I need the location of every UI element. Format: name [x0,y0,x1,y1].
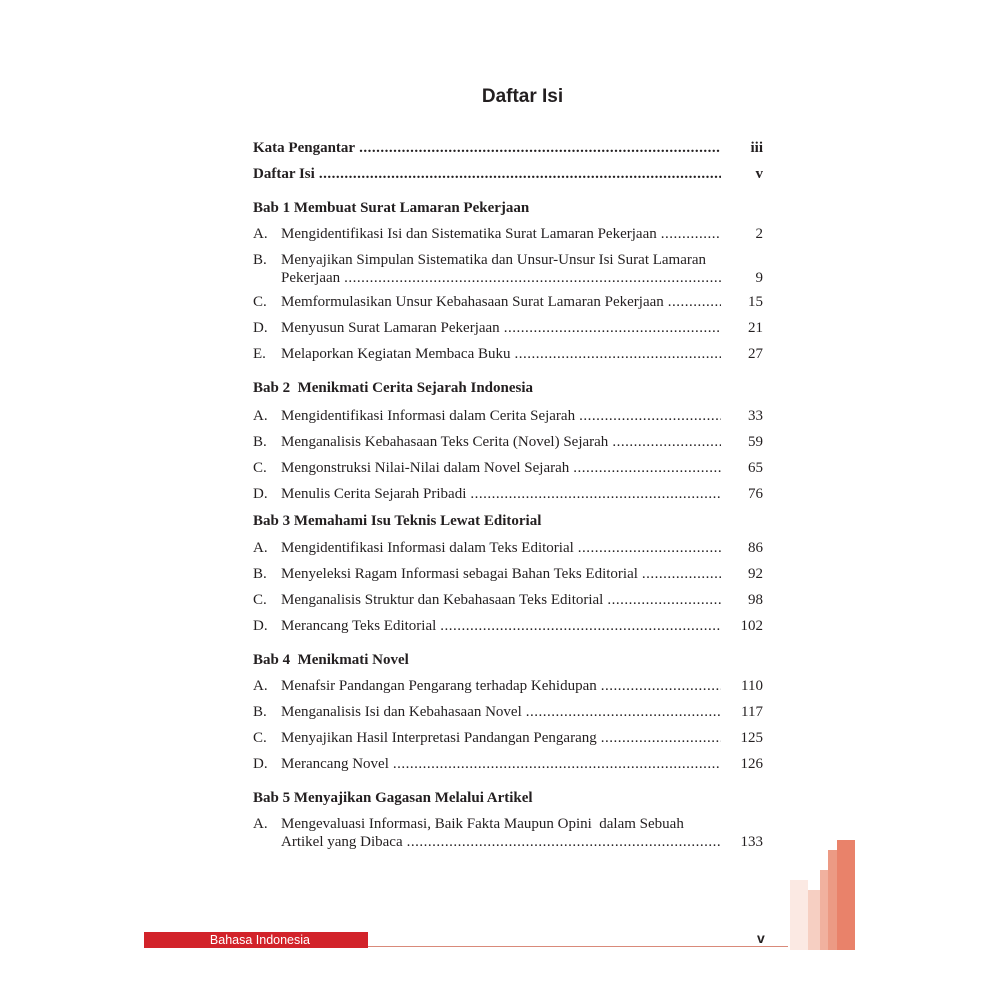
chapter-heading[interactable]: Bab 3 Memahami Isu Teknis Lewat Editorial [253,513,542,529]
dot-leader [579,407,721,425]
dot-leader [470,485,721,503]
entry-letter: B. [253,704,267,720]
entry-letter: C. [253,460,267,476]
entry-page: 92 [748,566,763,582]
toc-entry[interactable] [253,591,763,611]
entry-letter: D. [253,618,268,634]
decorative-bar [790,880,808,950]
toc-entry[interactable] [253,729,763,749]
entry-title-continued: Artikel yang Dibaca [281,834,403,850]
entry-letter: D. [253,756,268,772]
entry-letter: A. [253,540,268,556]
footer-page-number: v [757,930,765,946]
dot-leader [573,459,721,477]
entry-title: Daftar Isi [253,166,315,182]
toc-entry[interactable] [253,539,763,559]
entry-letter: D. [253,486,268,502]
entry-page: 133 [740,834,763,850]
entry-title: Menyusun Surat Lamaran Pekerjaan [281,320,500,336]
decorative-bar [808,890,820,950]
toc-entry[interactable] [253,755,763,775]
entry-letter: A. [253,816,268,832]
chapter-heading[interactable]: Bab 2 Menikmati Cerita Sejarah Indonesia [253,380,534,396]
dot-leader [393,755,721,773]
dot-leader [607,591,721,609]
entry-page: 15 [748,294,763,310]
entry-title: Menganalisis Struktur dan Kebahasaan Teks Editorial [281,592,604,608]
dot-leader [578,539,721,557]
entry-title: Menganalisis Isi dan Kebahasaan Novel [281,704,522,720]
entry-letter: C. [253,294,267,310]
entry-letter: E. [253,346,266,362]
toc-entry[interactable] [253,703,763,723]
dot-leader [344,269,721,287]
entry-title: Menganalisis Kebahasaan Teks Cerita (Novel) Sejarah [281,434,609,450]
entry-page: 65 [748,460,763,476]
entry-leader [253,139,729,157]
entry-title: Kata Pengantar [253,140,356,156]
entry-page: 110 [741,678,763,694]
entry-page: 125 [740,730,763,746]
entry-title: Mengidentifikasi Informasi dalam Cerita Sejarah [281,408,576,424]
chapter-heading[interactable]: Bab 5 Menyajikan Gagasan Melalui Artikel [253,790,533,806]
entry-page: 33 [748,408,763,424]
dot-leader [515,345,721,363]
entry-title: Mengevaluasi Informasi, Baik Fakta Maupun Opini dalam Sebuah [281,816,684,832]
entry-title: Melaporkan Kegiatan Membaca Buku [281,346,511,362]
toc-entry[interactable] [253,485,763,505]
page-title: Daftar Isi [481,86,564,107]
dot-leader [661,225,721,243]
toc-entry[interactable] [253,565,763,585]
entry-leader [281,485,729,503]
entry-leader [281,539,729,557]
entry-leader [281,433,729,451]
dot-leader [504,319,721,337]
dot-leader [440,617,721,635]
entry-leader [253,165,729,183]
entry-leader [281,729,729,747]
entry-page: 86 [748,540,763,556]
entry-page: 117 [741,704,763,720]
toc-entry[interactable] [253,815,763,855]
chapter-heading[interactable]: Bab 1 Membuat Surat Lamaran Pekerjaan [253,200,530,216]
entry-page: 21 [748,320,763,336]
dot-leader [601,677,721,695]
entry-title: Merancang Novel [281,756,389,772]
decorative-bar [828,850,837,950]
entry-leader [281,345,729,363]
entry-letter: C. [253,730,267,746]
toc-entry[interactable] [253,165,763,185]
toc-entry[interactable] [253,407,763,427]
entry-letter: A. [253,226,268,242]
toc-entry[interactable] [253,319,763,339]
dot-leader [601,729,721,747]
entry-page: 2 [755,226,763,242]
entry-leader [281,617,729,635]
footer-divider [368,946,788,947]
entry-title: Menafsir Pandangan Pengarang terhadap Kehidupan [281,678,597,694]
toc-entry[interactable] [253,459,763,479]
dot-leader [668,293,721,311]
entry-letter: B. [253,434,267,450]
entry-letter: A. [253,408,268,424]
entry-title: Mengonstruksi Nilai-Nilai dalam Novel Sejarah [281,460,570,476]
entry-title: Merancang Teks Editorial [281,618,437,634]
footer-book-title: Bahasa Indonesia [209,933,310,947]
toc-entry[interactable] [253,677,763,697]
entry-leader [281,755,729,773]
entry-leader [281,565,729,583]
entry-page: 59 [748,434,763,450]
toc-entry[interactable] [253,433,763,453]
entry-title: Menyajikan Simpulan Sistematika dan Unsur-Unsur Isi Surat Lamaran [281,252,707,268]
toc-entry[interactable] [253,225,763,245]
toc-entry[interactable] [253,251,763,291]
dot-leader [319,165,721,183]
entry-title-continued: Pekerjaan [281,270,341,286]
entry-leader [281,407,729,425]
entry-leader [281,677,729,695]
footer-book-label [144,932,368,948]
toc-entry[interactable] [253,345,763,365]
entry-leader [281,225,729,243]
entry-page: 27 [748,346,763,362]
dot-leader [642,565,721,583]
entry-page: v [755,166,763,182]
entry-letter: B. [253,566,267,582]
chapter-heading[interactable]: Bab 4 Menikmati Novel [253,652,409,668]
decorative-bar [820,870,828,950]
entry-title: Mengidentifikasi Isi dan Sistematika Surat Lamaran Pekerjaan [281,226,657,242]
entry-leader [281,269,763,287]
entry-page: 98 [748,592,763,608]
decorative-bar [837,840,855,950]
entry-letter: D. [253,320,268,336]
dot-leader [612,433,721,451]
entry-page: 102 [740,618,763,634]
entry-leader [281,459,729,477]
entry-page: 76 [748,486,763,502]
dot-leader [359,139,721,157]
toc-entry[interactable] [253,293,763,313]
entry-page: iii [750,140,763,156]
entry-leader [281,293,729,311]
entry-leader [281,591,729,609]
entry-page: 126 [740,756,763,772]
toc-entry[interactable] [253,617,763,637]
entry-title: Menyeleksi Ragam Informasi sebagai Bahan Teks Editorial [281,566,638,582]
entry-letter: C. [253,592,267,608]
entry-title: Menulis Cerita Sejarah Pribadi [281,486,467,502]
entry-letter: B. [253,252,267,268]
entry-title: Mengidentifikasi Informasi dalam Teks Editorial [281,540,574,556]
dot-leader [407,833,721,851]
entry-leader [281,703,729,721]
entry-page: 9 [755,270,763,286]
entry-leader [281,833,763,851]
toc-entry[interactable] [253,139,763,159]
entry-title: Memformulasikan Unsur Kebahasaan Surat Lamaran Pekerjaan [281,294,664,310]
entry-title: Menyajikan Hasil Interpretasi Pandangan Pengarang [281,730,597,746]
entry-letter: A. [253,678,268,694]
entry-leader [281,319,729,337]
dot-leader [526,703,721,721]
